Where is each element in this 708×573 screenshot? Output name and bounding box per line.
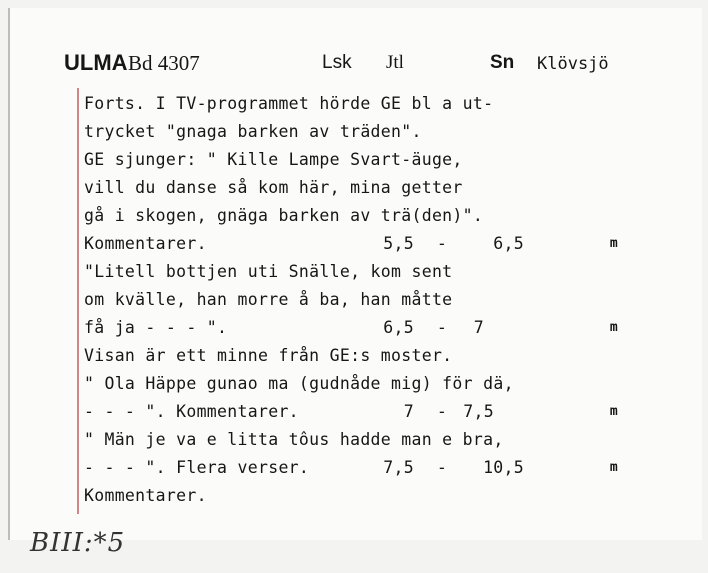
text-line xyxy=(84,398,684,426)
line-text: trycket "gnaga barken av träden". xyxy=(84,122,422,141)
line-text: om kvälle, han morre å ba, han måtte xyxy=(84,290,453,309)
line-text: Forts. I TV-programmet hörde GE bl a ut- xyxy=(84,94,494,113)
text-line xyxy=(84,230,684,258)
range-end: 7,5 xyxy=(463,402,494,421)
range-dash: - xyxy=(436,458,448,477)
line-text: Visan är ett minne från GE:s moster. xyxy=(84,346,453,365)
text-line xyxy=(84,426,684,454)
range-unit: m xyxy=(609,236,619,251)
line-text: " Ola Häppe gunao ma (gudnåde mig) för dä, xyxy=(84,374,514,393)
line-text: vill du danse så kom här, mina getter xyxy=(84,178,463,197)
socken-label: Sn xyxy=(490,52,515,73)
text-line xyxy=(84,118,684,146)
line-text: GE sjunger: " Kille Lampe Svart-äuge, xyxy=(84,150,463,169)
text-line xyxy=(84,258,684,286)
text-line xyxy=(84,482,684,510)
landskap-value: Jtl xyxy=(386,52,404,73)
margin-rule xyxy=(77,88,79,514)
range-unit: m xyxy=(609,404,619,419)
text-line xyxy=(84,174,684,202)
range-dash: - xyxy=(436,234,448,253)
card-body xyxy=(84,90,684,510)
range-start: 5,5 xyxy=(383,234,414,253)
range-start: 7 xyxy=(403,402,414,421)
line-text: gå i skogen, gnäga barken av trä(den)". xyxy=(84,206,484,225)
text-line xyxy=(84,370,684,398)
card-header xyxy=(0,50,708,80)
text-line xyxy=(84,146,684,174)
text-line xyxy=(84,454,684,482)
line-text: - - - ". Kommentarer. xyxy=(84,402,299,421)
socken-value: Klövsjö xyxy=(537,54,609,74)
line-text: få ja - - - ". xyxy=(84,318,228,337)
text-line xyxy=(84,286,684,314)
range-end: 6,5 xyxy=(493,234,524,253)
line-text: " Män je va e litta tôus hadde man e bra, xyxy=(84,430,504,449)
range-start: 7,5 xyxy=(383,458,414,477)
landskap-label: Lsk xyxy=(322,52,352,73)
handwritten-signum: BIII:*5 xyxy=(30,528,126,558)
range-dash: - xyxy=(436,318,448,337)
volume-number: Bd 4307 xyxy=(128,51,200,75)
line-text: Kommentarer. xyxy=(84,234,207,253)
line-text: - - - ". Flera verser. xyxy=(84,458,310,477)
range-start: 6,5 xyxy=(383,318,414,337)
range-end: 10,5 xyxy=(483,458,524,477)
archive-code: ULMA xyxy=(64,50,128,75)
text-line xyxy=(84,314,684,342)
range-end: 7 xyxy=(473,318,484,337)
range-unit: m xyxy=(609,460,619,475)
text-line xyxy=(84,90,684,118)
line-text: "Litell bottjen uti Snälle, kom sent xyxy=(84,262,453,281)
text-line xyxy=(84,342,684,370)
line-text: Kommentarer. xyxy=(84,486,207,505)
text-line xyxy=(84,202,684,230)
range-dash: - xyxy=(436,402,448,421)
range-unit: m xyxy=(609,320,619,335)
